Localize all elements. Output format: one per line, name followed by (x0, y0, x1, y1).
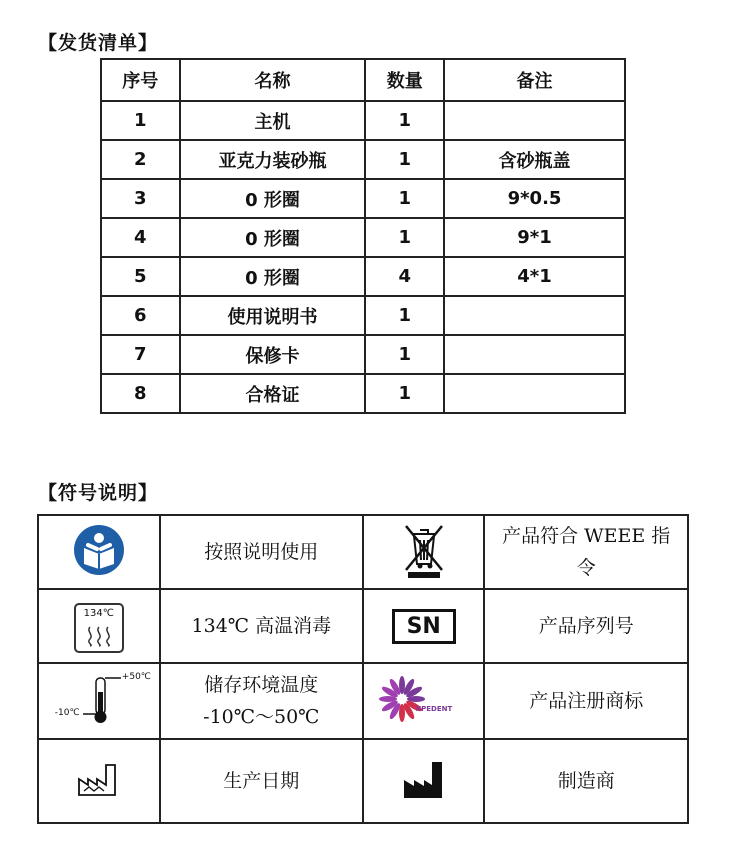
cell-note (444, 296, 625, 335)
cell-qty: 1 (365, 296, 444, 335)
cell-name: 合格证 (180, 374, 366, 413)
table-row (101, 179, 625, 218)
cell-note: 4*1 (444, 257, 625, 296)
cell-note: 9*1 (444, 218, 625, 257)
symbol-cell (363, 515, 484, 589)
cell-no: 7 (101, 335, 180, 374)
cell-note (444, 374, 625, 413)
cell-note: 含砂瓶盖 (444, 140, 625, 179)
weee-desc-line1: 产品符合 WEEE 指 (502, 525, 671, 547)
symbol-cell (38, 739, 160, 823)
serial-number-icon: SN (392, 609, 456, 644)
cell-no: 4 (101, 218, 180, 257)
symbols-title: 【符号说明】 (38, 482, 159, 504)
symbol-description: 制造商 (484, 739, 688, 823)
cell-name: 0 形圈 (180, 257, 366, 296)
table-row (101, 374, 625, 413)
table-row (101, 296, 625, 335)
cell-qty: 1 (365, 374, 444, 413)
symbol-description: 产品序列号 (484, 589, 688, 663)
packing-list-title: 【发货清单】 (38, 32, 159, 54)
cell-qty: 1 (365, 335, 444, 374)
symbol-description (160, 663, 363, 739)
symbol-description: 134℃ 高温消毒 (160, 589, 363, 663)
cell-no: 5 (101, 257, 180, 296)
manufacture-date-icon (75, 759, 123, 799)
symbols-table (37, 514, 689, 824)
cell-name: 保修卡 (180, 335, 366, 374)
symbol-description: 生产日期 (160, 739, 363, 823)
xpedent-swirl-icon (376, 671, 472, 727)
table-row (38, 589, 688, 663)
header-note: 备注 (444, 59, 625, 101)
storage-desc-line1: 储存环境温度 (204, 674, 319, 696)
cell-qty: 4 (365, 257, 444, 296)
table-row (101, 335, 625, 374)
cell-qty: 1 (365, 140, 444, 179)
read-manual-icon (73, 524, 125, 576)
symbol-description: 产品注册商标 (484, 663, 688, 739)
table-row (101, 101, 625, 140)
cell-qty: 1 (365, 218, 444, 257)
logo-wordmark: XPEDENT (415, 704, 453, 713)
cell-note (444, 335, 625, 374)
packing-list-table (100, 58, 626, 414)
manufacturer-icon (400, 758, 448, 800)
cell-no: 6 (101, 296, 180, 335)
cell-name: 使用说明书 (180, 296, 366, 335)
temp-high-label: +50℃ (121, 671, 151, 682)
weee-desc-line2: 令 (576, 557, 596, 579)
symbol-cell (363, 589, 484, 663)
symbol-cell (363, 739, 484, 823)
cell-name: 主机 (180, 101, 366, 140)
cell-no: 8 (101, 374, 180, 413)
header-qty: 数量 (365, 59, 444, 101)
table-row (38, 663, 688, 739)
header-name: 名称 (180, 59, 366, 101)
cell-note: 9*0.5 (444, 179, 625, 218)
storage-desc-line2: -10℃～50℃ (203, 706, 320, 728)
temperature-limit-icon (49, 672, 149, 726)
header-no: 序号 (101, 59, 180, 101)
weee-bin-icon (398, 520, 450, 580)
table-row (101, 218, 625, 257)
symbol-cell (38, 589, 160, 663)
cell-no: 3 (101, 179, 180, 218)
sterilize-temp-label: 134℃ (83, 608, 114, 619)
cell-note (444, 101, 625, 140)
sterilize-134-icon (74, 603, 124, 653)
symbol-cell (38, 515, 160, 589)
registered-trademark-logo (376, 671, 472, 727)
table-row (101, 257, 625, 296)
symbol-description (484, 515, 688, 589)
cell-name: 0 形圈 (180, 179, 366, 218)
cell-qty: 1 (365, 101, 444, 140)
cell-name: 0 形圈 (180, 218, 366, 257)
symbol-cell (363, 663, 484, 739)
symbol-cell (38, 663, 160, 739)
steam-waves-icon (84, 625, 114, 647)
cell-name: 亚克力装砂瓶 (180, 140, 366, 179)
table-row (101, 140, 625, 179)
cell-no: 2 (101, 140, 180, 179)
cell-no: 1 (101, 101, 180, 140)
temp-low-label: -10℃ (54, 707, 80, 718)
table-row (38, 739, 688, 823)
cell-qty: 1 (365, 179, 444, 218)
symbol-description: 按照说明使用 (160, 515, 363, 589)
table-row (38, 515, 688, 589)
table-header-row (101, 59, 625, 101)
